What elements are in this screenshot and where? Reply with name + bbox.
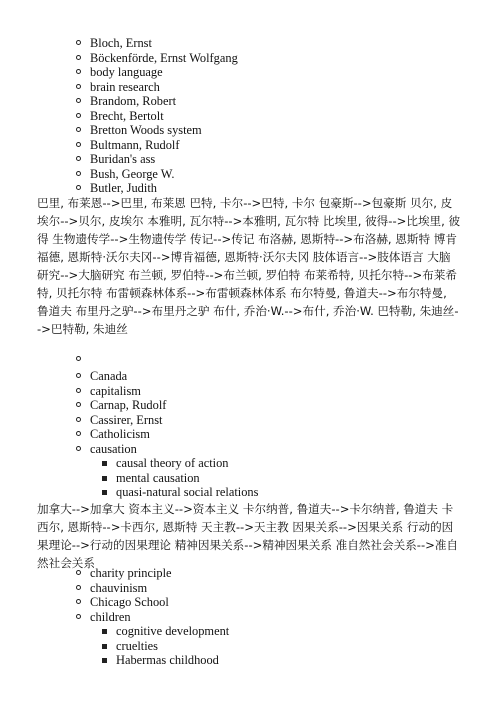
translation-paragraph-c: 加拿大-->加拿大 资本主义-->资本主义 卡尔纳普, 鲁道夫-->卡尔纳普, 鲁道夫 卡西尔, 恩斯特-->卡西尔, 恩斯特 天主教-->天主教 因果关系-->因果关系 行动的因果理论-->行动的因果理论 精神因果关系-->精神因果关系 准自然社会关系-->准自然社会关系 [37, 502, 459, 570]
list-item: Bultmann, Rudolf [90, 138, 238, 153]
circle-bullet-icon [76, 373, 81, 378]
list-item: brain research [90, 80, 238, 95]
circle-bullet-icon [76, 156, 81, 161]
circle-bullet-icon [76, 446, 81, 451]
square-bullet-icon [102, 490, 107, 495]
square-bullet-icon [102, 476, 107, 481]
circle-bullet-icon [76, 431, 81, 436]
circle-bullet-icon [76, 142, 81, 147]
square-bullet-icon [102, 644, 107, 649]
list-item: Brandom, Robert [90, 94, 238, 109]
children-sublist [116, 624, 229, 668]
translation-paragraph-b: 巴里, 布莱恩-->巴里, 布莱恩 巴特, 卡尔-->巴特, 卡尔 包豪斯-->包豪斯 贝尔, 皮埃尔-->贝尔, 皮埃尔 本雅明, 瓦尔特-->本雅明, 瓦尔特 比埃里, 彼得-->比埃里, 彼得 生物遗传学-->生物遗传学 传记-->传记 布洛赫, 恩斯特-->布洛赫, 恩斯特 博肯福德, 恩斯特·沃尔夫冈-->博肯福德, 恩斯特·沃尔夫冈 肢体语言-->肢体语言 大脑研究-->大脑研究 布兰顿, 罗伯特-->布兰顿, 罗伯特 布莱希特, 贝托尔特-->布莱希特, 贝托尔特 布雷顿森林体系-->布雷顿森林体系 布尔特曼, 鲁道夫-->布尔特曼, 鲁道夫 布里丹之驴-->布里丹之驴 布什, 乔治·W.-->布什, 乔治·W. 巴特勒, 朱迪丝-->巴特勒, 朱迪丝 [37, 196, 461, 336]
circle-bullet-icon [76, 171, 81, 176]
list-item: Chicago School [90, 595, 172, 610]
index-list-c [90, 369, 166, 456]
list-item: Catholicism [90, 427, 166, 442]
list-item: body language [90, 65, 238, 80]
circle-bullet-icon [76, 113, 81, 118]
square-bullet-icon [102, 629, 107, 634]
list-item: chauvinism [90, 581, 172, 596]
list-item: Bretton Woods system [90, 123, 238, 138]
circle-bullet-icon [76, 185, 81, 190]
circle-bullet-icon [76, 55, 81, 60]
list-item: Cassirer, Ernst [90, 413, 166, 428]
list-item: children [90, 610, 172, 625]
list-item: Böckenförde, Ernst Wolfgang [90, 51, 238, 66]
list-item: Butler, Judith [90, 181, 238, 196]
circle-bullet-icon [76, 84, 81, 89]
causation-sublist [116, 456, 258, 500]
circle-bullet-icon [76, 417, 81, 422]
list-item: Canada [90, 369, 166, 384]
list-item: Brecht, Bertolt [90, 109, 238, 124]
list-item: cognitive development [116, 624, 229, 639]
circle-bullet-icon [76, 69, 81, 74]
list-item: charity principle [90, 566, 172, 581]
circle-bullet-icon [76, 585, 81, 590]
list-item: causation [90, 442, 166, 457]
list-item: mental causation [116, 471, 258, 486]
circle-bullet-icon [76, 599, 81, 604]
circle-bullet-icon [76, 388, 81, 393]
square-bullet-icon [102, 658, 107, 663]
circle-bullet-icon [76, 614, 81, 619]
circle-bullet-icon [76, 127, 81, 132]
list-item: Carnap, Rudolf [90, 398, 166, 413]
list-item: Bloch, Ernst [90, 36, 238, 51]
square-bullet-icon [102, 461, 107, 466]
list-item: Bush, George W. [90, 167, 238, 182]
circle-bullet-icon [76, 570, 81, 575]
empty-bullet-icon [76, 356, 81, 361]
circle-bullet-icon [76, 402, 81, 407]
list-item: quasi-natural social relations [116, 485, 258, 500]
list-item: capitalism [90, 384, 166, 399]
list-item: cruelties [116, 639, 229, 654]
index-list-c-continued [90, 566, 172, 624]
list-item: Habermas childhood [116, 653, 229, 668]
index-list-b [90, 36, 238, 196]
circle-bullet-icon [76, 98, 81, 103]
circle-bullet-icon [76, 40, 81, 45]
list-item: causal theory of action [116, 456, 258, 471]
list-item: Buridan's ass [90, 152, 238, 167]
